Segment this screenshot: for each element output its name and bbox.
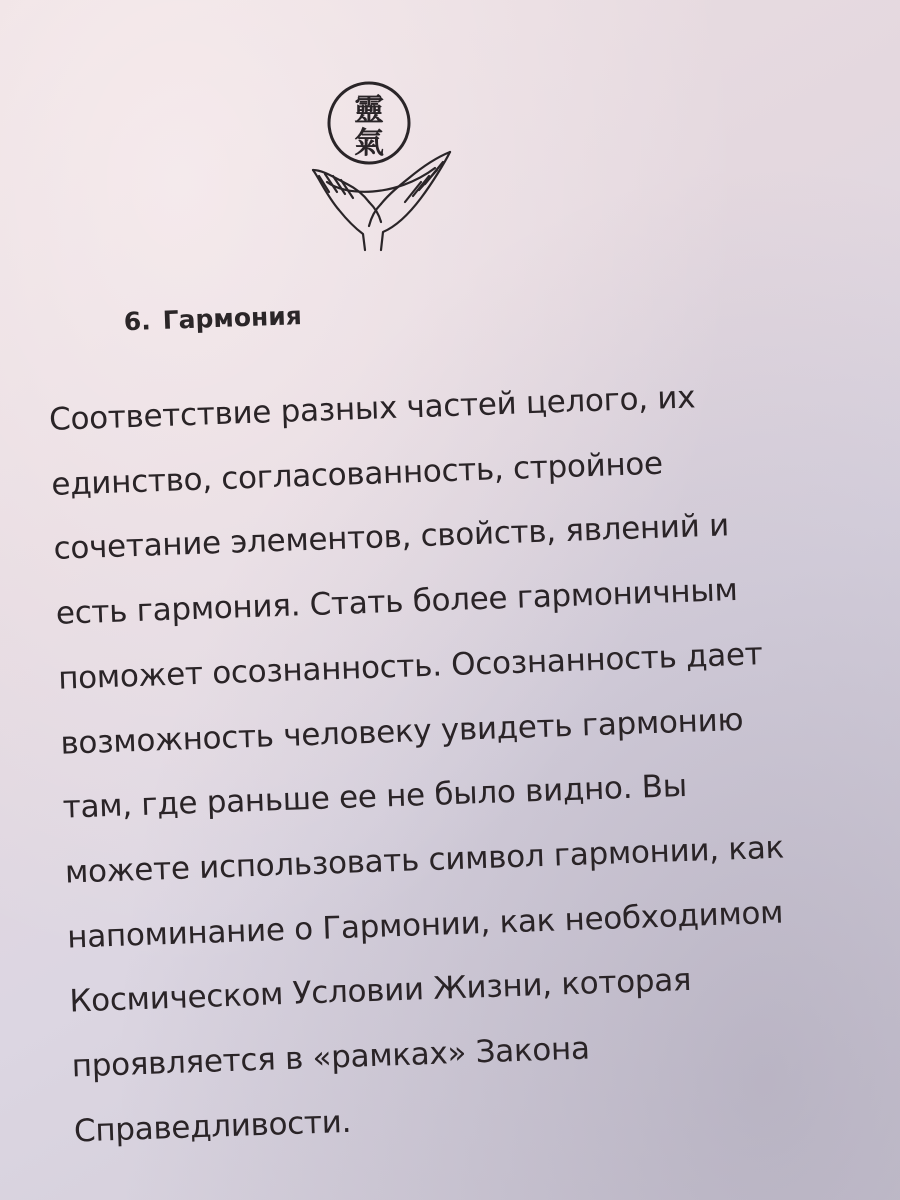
logo-drawing (305, 78, 460, 258)
paragraph-line: Справедливости. (73, 1103, 352, 1150)
paragraph-line: единство, согласованность, стройное (50, 445, 664, 503)
paragraph-line: там, где раньше ее не было видно. Вы (62, 768, 688, 826)
paragraph-line: сочетание элементов, свойств, явлений и (53, 507, 730, 568)
logo-glyph-top: 靈 (354, 93, 384, 128)
paragraph-line: Соответствие разных частей целого, их (48, 379, 696, 438)
paragraph-line: проявляется в «рамках» Закона (71, 1030, 591, 1085)
section-heading (123, 301, 302, 336)
logo-glyph-bottom: 氣 (354, 126, 384, 161)
paragraph-line: напоминание о Гармонии, как необходимом (66, 894, 784, 956)
reiki-hands-circle-icon (305, 78, 460, 258)
section-number: 6. (123, 306, 152, 337)
paragraph-line: поможет осознанность. Осознанность дает (57, 636, 763, 697)
text-content (45, 271, 865, 1150)
section-title: Гармония (162, 301, 303, 335)
paragraph-line: можете использовать символ гармонии, как (64, 829, 785, 891)
hands-icon (313, 152, 450, 250)
body-paragraph (48, 359, 895, 1164)
paragraph-line: есть гармония. Стать более гармоничным (55, 572, 739, 632)
paragraph-line: возможность человеку увидеть гармонию (59, 701, 744, 762)
paragraph-line: Космическом Условии Жизни, которая (68, 962, 692, 1020)
